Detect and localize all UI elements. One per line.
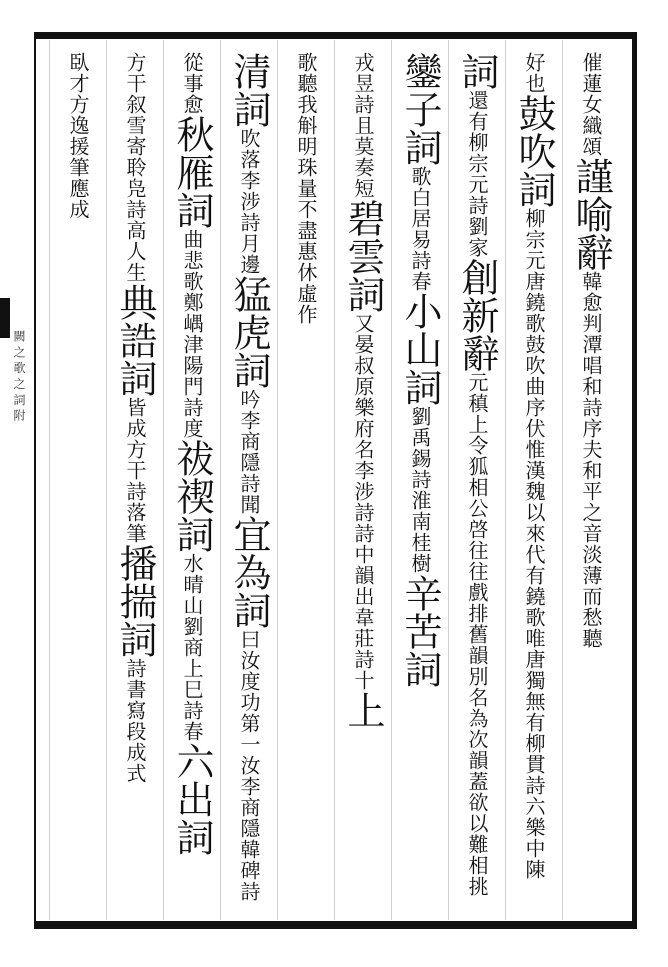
gloss-text: 水晴山劉商上巳詩春 xyxy=(180,553,204,742)
entry-heading: 六出詞 xyxy=(170,742,214,856)
text-column xyxy=(166,52,218,912)
gloss-text: 吹落李涉詩月邊 xyxy=(237,128,261,275)
entry-heading: 碧雲詞 xyxy=(341,199,385,313)
entry-heading: 清詞 xyxy=(227,52,271,128)
bottom-border-rule xyxy=(34,921,636,929)
gloss-text: 臥才方逸援筆應成 xyxy=(66,52,90,220)
gloss-text: 元稹上令狐相公啓往往戲排舊韻別名為次韻蓋欲以難相挑 xyxy=(465,372,489,897)
column-separator xyxy=(163,40,164,920)
text-column xyxy=(337,52,389,912)
entry-heading: 播揣詞 xyxy=(113,544,157,658)
entry-heading: 謹喻辭 xyxy=(569,157,613,271)
entry-heading: 辛苦詞 xyxy=(398,574,442,688)
text-column xyxy=(451,52,503,912)
column-separator xyxy=(391,40,392,920)
entry-heading: 上 xyxy=(341,691,385,729)
column-separator xyxy=(448,40,449,920)
top-border-rule xyxy=(34,32,636,39)
gloss-text: 吟李商隱詩聞 xyxy=(237,389,261,515)
right-border-rule xyxy=(632,32,637,929)
gloss-text: 歌聽我斛明珠量不盡惠休虛作 xyxy=(294,52,318,325)
text-column xyxy=(508,52,560,912)
gloss-text: 好也 xyxy=(522,52,546,94)
column-separator xyxy=(334,40,335,920)
left-border-rule xyxy=(34,32,36,929)
entry-heading: 詞 xyxy=(455,52,499,90)
gloss-text: 詩書寫段成式 xyxy=(123,658,147,784)
text-column xyxy=(109,52,161,912)
entry-heading: 創新辭 xyxy=(455,258,499,372)
gloss-text: 曲悲歌鄭嵎津陽門詩度 xyxy=(180,229,204,439)
gloss-text: 戎昱詩且莫奏短 xyxy=(351,52,375,199)
column-separator xyxy=(220,40,221,920)
gloss-text: 歌白居易詩春 xyxy=(408,166,432,292)
entry-heading: 猛虎詞 xyxy=(227,275,271,389)
gloss-text: 皆成方干詩落筆 xyxy=(123,397,147,544)
entry-heading: 秋雁詞 xyxy=(170,115,214,229)
text-column xyxy=(223,52,275,912)
gloss-text: 從事愈 xyxy=(180,52,204,115)
entry-heading: 典誥詞 xyxy=(113,283,157,397)
gloss-text: 劉禹錫詩淮南桂樹 xyxy=(408,406,432,574)
text-column xyxy=(394,52,446,912)
text-column xyxy=(565,52,617,912)
gloss-text: 還有柳宗元詩劉家 xyxy=(465,90,489,258)
page-edge-text: 闕 之 歌 之 詞 附 xyxy=(12,330,26,422)
gloss-text: 催蓮女織頌 xyxy=(579,52,603,157)
gloss-text: 曰汝度功第一汝李商隱韓碑詩 xyxy=(237,629,261,902)
column-separator xyxy=(106,40,107,920)
gloss-text: 韓愈判潭唱和詩序夫和平之音淡薄而愁聽 xyxy=(579,271,603,649)
column-separator xyxy=(49,40,50,920)
entry-heading: 小山詞 xyxy=(398,292,442,406)
column-separator xyxy=(505,40,506,920)
entry-heading: 鑾子詞 xyxy=(398,52,442,166)
entry-heading: 祓禊詞 xyxy=(170,439,214,553)
gloss-text: 又晏叔原樂府名李涉詩詩中韻出韋莊詩十 xyxy=(351,313,375,691)
column-separator xyxy=(277,40,278,920)
entry-heading: 宜為詞 xyxy=(227,515,271,629)
text-column xyxy=(52,52,104,912)
column-separator xyxy=(562,40,563,920)
text-column xyxy=(280,52,332,912)
gloss-text: 方干叙雪寄聆凫詩高人生 xyxy=(123,52,147,283)
gloss-text: 柳宗元唐鐃歌鼓吹曲序伏惟漢魏以來代有鐃歌唯唐獨無有柳貫詩六樂中陳 xyxy=(522,208,546,880)
entry-heading: 鼓吹詞 xyxy=(512,94,556,208)
